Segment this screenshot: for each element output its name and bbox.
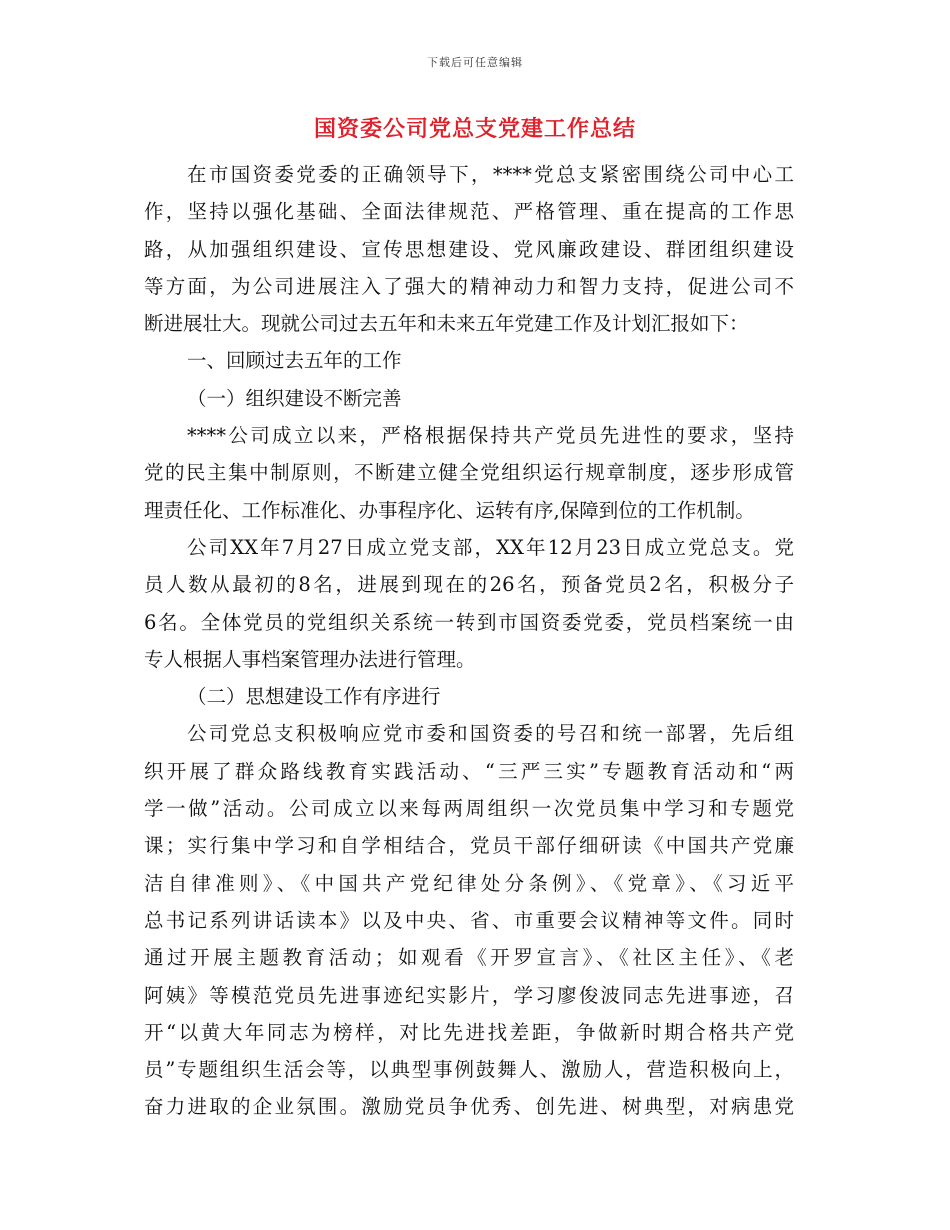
text-line: 奋力进取的企业氛围。激励党员争优秀、创先进、树典型，对病患党 [144, 1095, 794, 1119]
text-line: 通过开展主题教育活动；如观看《开罗宣言》、《社区主任》、《老 [144, 946, 794, 970]
document-title: 国资委公司党总支党建工作总结 [313, 116, 636, 142]
text-line: 理责任化、工作标准化、办事程序化、运转有序,保障到位的工作机制。 [144, 498, 755, 522]
text-line: 断进展壮大。现就公司过去五年和未来五年党建工作及计划汇报如下： [144, 312, 749, 336]
text-line: 员人数从最初的8名，进展到现在的26名，预备党员2名，积极分子 [144, 573, 794, 597]
text-line: 学一做”活动。公司成立以来每两周组织一次党员集中学习和专题党 [144, 797, 794, 821]
text-line: 专人根据人事档案管理办法进行管理。 [144, 647, 476, 671]
text-line: 一、回顾过去五年的工作 [187, 349, 402, 373]
text-line: 公司XX年7月27日成立党支部，XX年12月23日成立党总支。党 [187, 535, 794, 559]
document-body [144, 156, 794, 1126]
text-line: 洁自律准则》、《中国共产党纪律处分条例》、《党章》、《习近平 [144, 871, 794, 895]
text-line: 总书记系列讲话读本》以及中央、省、市重要会议精神等文件。同时 [144, 908, 794, 932]
text-line: ****公司成立以来，严格根据保持共产党员先进性的要求，坚持 [187, 424, 794, 448]
text-line: 等方面，为公司进展注入了强大的精神动力和智力支持，促进公司不 [144, 274, 794, 298]
text-line: 作，坚持以强化基础、全面法律规范、严格管理、重在提高的工作思 [144, 200, 794, 224]
header-note: 下载后可任意编辑 [427, 56, 523, 69]
text-line: 课；实行集中学习和自学相结合，党员干部仔细研读《中国共产党廉 [144, 834, 794, 858]
text-line: 织开展了群众路线教育实践活动、“三严三实”专题教育活动和“两 [144, 759, 794, 783]
text-line: （一）组织建设不断完善 [187, 386, 402, 410]
text-line: 6名。全体党员的党组织关系统一转到市国资委党委，党员档案统一由 [144, 610, 794, 634]
text-line: （二）思想建设工作有序进行 [187, 685, 441, 709]
text-line: 员”专题组织生活会等，以典型事例鼓舞人、激励人，营造积极向上， [144, 1058, 794, 1082]
text-line: 路，从加强组织建设、宣传思想建设、党风廉政建设、群团组织建设 [144, 237, 794, 261]
text-line: 阿姨》等模范党员先进事迹纪实影片，学习廖俊波同志先进事迹，召 [144, 983, 794, 1007]
text-line: 党的民主集中制原则，不断建立健全党组织运行规章制度，逐步形成管 [144, 461, 794, 485]
text-line: 开“以黄大年同志为榜样，对比先进找差距，争做新时期合格共产党 [144, 1020, 794, 1044]
text-line: 在市国资委党委的正确领导下，****党总支紧密围绕公司中心工 [187, 163, 794, 186]
text-line: 公司党总支积极响应党市委和国资委的号召和统一部署，先后组 [187, 722, 794, 746]
